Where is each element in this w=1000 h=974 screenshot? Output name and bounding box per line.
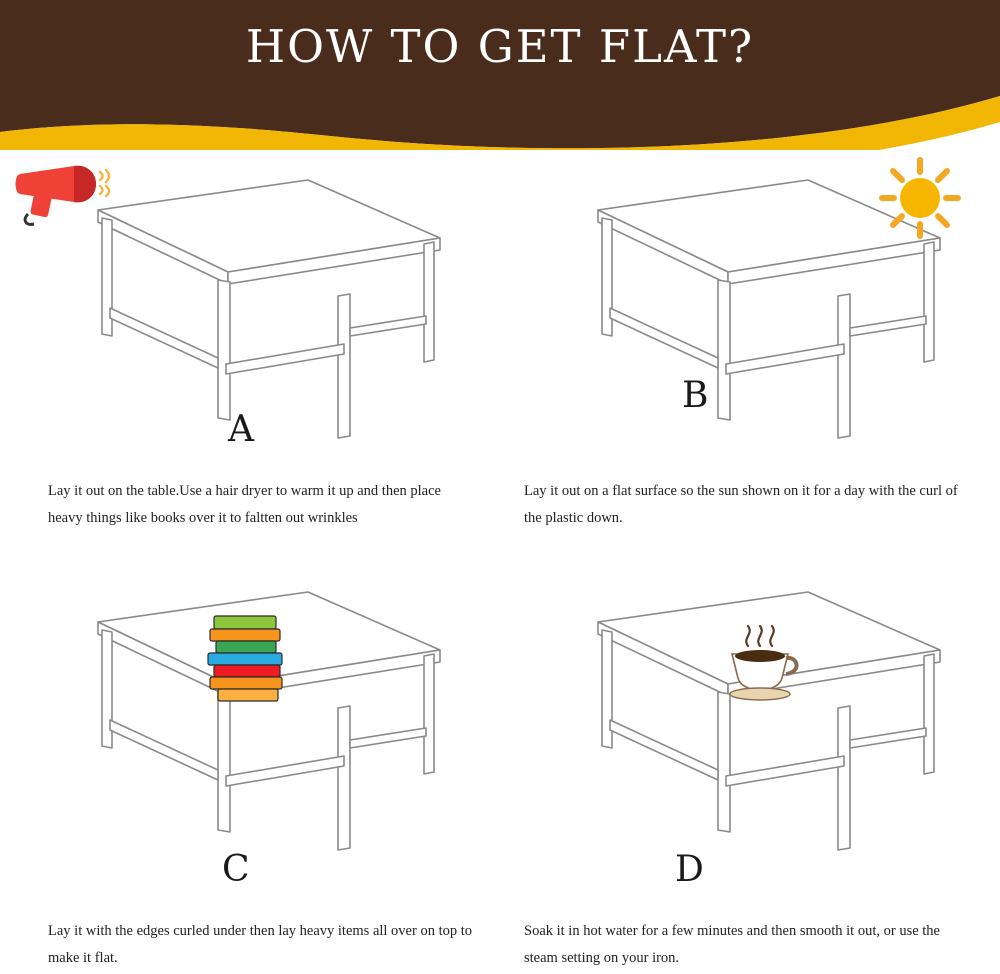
panel-letter-b: B bbox=[682, 375, 709, 416]
panel-b bbox=[500, 150, 1000, 562]
stack-of-books-icon bbox=[196, 606, 306, 716]
header-banner bbox=[0, 0, 1000, 150]
panel-caption-d: Soak it in hot water for a few minutes and then smooth it out, or use the steam setting on your iron. bbox=[524, 923, 940, 966]
coffee-cup-icon bbox=[712, 620, 808, 702]
sun-icon bbox=[872, 152, 968, 244]
panel-letter-c: C bbox=[222, 849, 250, 890]
page-title: HOW TO GET FLAT? bbox=[245, 20, 755, 73]
hair-dryer-icon bbox=[12, 160, 122, 230]
panel-c bbox=[0, 562, 500, 974]
panel-caption-b: Lay it out on a flat surface so the sun shown on it for a day with the curl of the plastic down. bbox=[524, 483, 958, 526]
panel-grid bbox=[0, 150, 1000, 974]
panel-caption-a: Lay it out on the table.Use a hair dryer to warm it up and then place heavy things like books over it to faltten out wrinkles bbox=[48, 483, 441, 526]
panel-a bbox=[0, 150, 500, 562]
panel-letter-a: A bbox=[228, 409, 254, 450]
panel-letter-d: D bbox=[675, 849, 704, 890]
panel-caption-c: Lay it with the edges curled under then lay heavy items all over on top to make it flat. bbox=[48, 923, 473, 966]
panel-d bbox=[500, 562, 1000, 974]
